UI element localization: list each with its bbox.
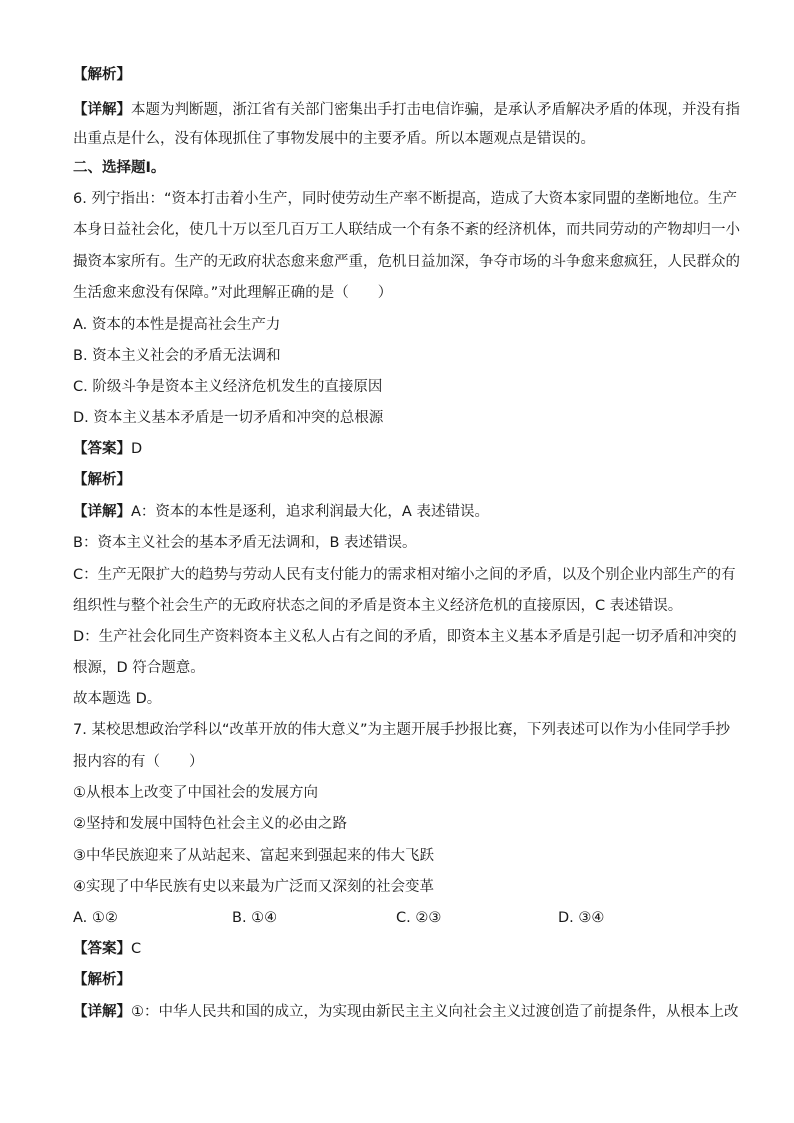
text-line: 报内容的有（ ） xyxy=(73,754,204,770)
text-line: D：生产社会化同生产资料资本主义私人占有之间的矛盾，即资本主义基本矛盾是引起一切矛盾和冲突的 xyxy=(73,629,737,645)
statement-3: ③中华民族迎来了从站起来、富起来到强起来的伟大飞跃 xyxy=(73,848,434,864)
section-tag-analysis: 【解析】 xyxy=(73,972,131,988)
question-7-stem: 7. 某校思想政治学科以“改革开放的伟大意义”为主题开展手抄报比赛，下列表述可以作为小佳同学手抄 xyxy=(73,722,730,738)
answer-line xyxy=(73,439,142,459)
answer-line xyxy=(73,939,141,959)
question-6-stem: 6. 列宁指出：“资本打击着小生产，同时使劳动生产率不断提高，造成了大资本家同盟的垄断地位。生产 xyxy=(73,191,737,207)
text-line: 本身日益社会化，使几十万以至几百万工人联结成一个有条不紊的经济机体，而共同劳动的产物却归一小 xyxy=(73,222,740,238)
section-heading: 二、选择题Ⅰ。 xyxy=(73,160,166,176)
text-line: 撮资本家所有。生产的无政府状态愈来愈严重，危机日益加深，争夺市场的斗争愈来愈疯狂，人民群众的 xyxy=(73,254,740,270)
option-c: C. ②③ xyxy=(396,910,442,926)
section-tag-analysis: 【解析】 xyxy=(73,472,131,488)
option-a: A. ①② xyxy=(73,910,118,926)
text-line: 根源，D 符合题意。 xyxy=(73,660,205,676)
option-c: C. 阶级斗争是资本主义经济危机发生的直接原因 xyxy=(73,379,383,395)
option-a: A. 资本的本性是提高社会生产力 xyxy=(73,317,281,333)
option-d: D. 资本主义基本矛盾是一切矛盾和冲突的总根源 xyxy=(73,410,384,426)
statement-2: ②坚持和发展中国特色社会主义的必由之路 xyxy=(73,816,347,832)
text-line: 出重点是什么，没有体现抓住了事物发展中的主要矛盾。所以本题观点是错误的。 xyxy=(73,131,595,147)
answer-value: D xyxy=(131,441,143,457)
answer-tag: 【答案】 xyxy=(73,441,131,457)
explanation-tag: 【详解】 xyxy=(73,1004,131,1020)
answer-tag: 【答案】 xyxy=(73,941,131,957)
section-tag-analysis: 【解析】 xyxy=(73,67,131,83)
text-line: A：资本的本性是逐利，追求利润最大化，A 表述错误。 xyxy=(131,504,489,520)
text-line: C：生产无限扩大的趋势与劳动人民有支付能力的需求相对缩小之间的矛盾，以及个别企业内部生产的有 xyxy=(73,567,736,583)
text-line: 生活愈来愈没有保障。”对此理解正确的是（ ） xyxy=(73,285,393,301)
explanation-paragraph xyxy=(73,502,489,522)
explanation-paragraph xyxy=(73,100,740,120)
text-line: ①：中华人民共和国的成立，为实现由新民主主义向社会主义过渡创造了前提条件，从根本上改 xyxy=(131,1004,739,1020)
answer-value: C xyxy=(131,941,142,957)
option-b: B. 资本主义社会的矛盾无法调和 xyxy=(73,348,281,364)
explanation-tag: 【详解】 xyxy=(73,504,131,520)
explanation-tag: 【详解】 xyxy=(73,102,131,118)
statement-4: ④实现了中华民族有史以来最为广泛而又深刻的社会变革 xyxy=(73,879,434,895)
explanation-paragraph xyxy=(73,1002,739,1022)
text-line: B：资本主义社会的基本矛盾无法调和，B 表述错误。 xyxy=(73,535,417,551)
option-d: D. ③④ xyxy=(558,910,605,926)
option-b: B. ①④ xyxy=(232,910,278,926)
text-line: 本题为判断题，浙江省有关部门密集出手打击电信诈骗，是承认矛盾解决矛盾的体现，并没有指 xyxy=(131,102,740,118)
text-line: 组织性与整个社会生产的无政府状态之间的矛盾是资本主义经济危机的直接原因，C 表述错误。 xyxy=(73,598,683,614)
conclusion-line: 故本题选 D。 xyxy=(73,691,162,707)
statement-1: ①从根本上改变了中国社会的发展方向 xyxy=(73,785,318,801)
